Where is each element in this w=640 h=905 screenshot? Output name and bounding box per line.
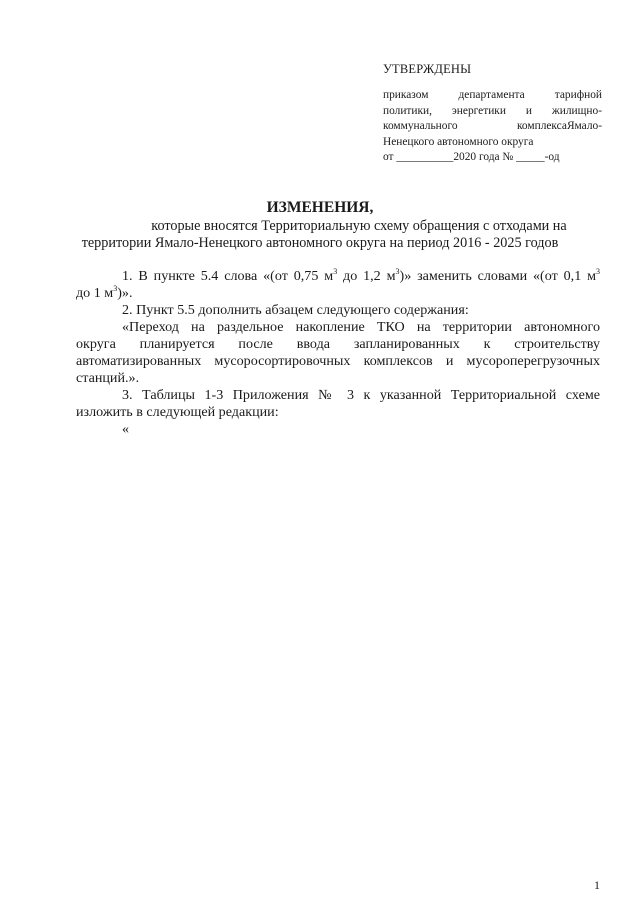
quote-line-4: станций.». <box>76 370 140 386</box>
superscript: 3 <box>596 267 601 276</box>
item-1-line-2 <box>76 285 600 302</box>
superscript: 3 <box>113 284 118 293</box>
item-2-line: 2. Пункт 5.5 дополнить абзацем следующего содержания: <box>122 302 469 318</box>
approval-line: приказом департамента тарифной <box>383 89 602 101</box>
approval-title: УТВЕРЖДЕНЫ <box>383 62 472 76</box>
item-2 <box>76 302 600 319</box>
quote-line-1: «Переход на раздельное накопление ТКО на территории автономного <box>122 319 600 335</box>
subtitle-line-1: которые вносятся Территориальную схему обращения с отходами на <box>151 218 567 234</box>
document-heading: ИЗМЕНЕНИЯ, <box>266 199 374 216</box>
quote-line-3: автоматизированных мусоросортировочных комплексов и мусороперегрузочных <box>76 353 600 369</box>
page-number: 1 <box>594 878 600 892</box>
document-subtitle <box>0 218 640 252</box>
item-1-text-c: )» заменить словами «(от 0,1 м <box>399 268 597 284</box>
item-1-text-a: 1. В пункте 5.4 слова «(от 0,75 м <box>122 268 334 284</box>
superscript: 3 <box>333 267 338 276</box>
item-3-line-2: изложить в следующей редакции: <box>76 404 279 420</box>
item-1-text-d: до 1 м <box>76 285 114 301</box>
item-1-text-e: )». <box>117 285 133 301</box>
approval-line: от __________2020 года № _____-од <box>383 151 560 163</box>
approval-line: политики, энергетики и жилищно- <box>383 104 602 117</box>
open-quote: « <box>122 421 130 437</box>
approval-block <box>383 88 602 166</box>
item-1-text-b: до 1,2 м <box>337 268 396 284</box>
item-1-line-1 <box>76 268 600 285</box>
superscript: 3 <box>395 267 400 276</box>
approval-line: коммунального комплексаЯмало- <box>383 120 602 132</box>
item-3-line-1: 3. Таблицы 1-3 Приложения № 3 к указанной Территориальной схеме <box>122 387 600 403</box>
item-3 <box>76 387 600 438</box>
quote-line-2: округа планируется после ввода запланированных к строительству <box>76 336 600 352</box>
quote-block <box>76 319 600 387</box>
approval-line: Ненецкого автономного округа <box>383 135 534 148</box>
document-body <box>76 268 600 438</box>
item-1 <box>76 268 600 302</box>
subtitle-line-2: территории Ямало-Ненецкого автономного округа на период 2016 - 2025 годов <box>81 235 559 251</box>
